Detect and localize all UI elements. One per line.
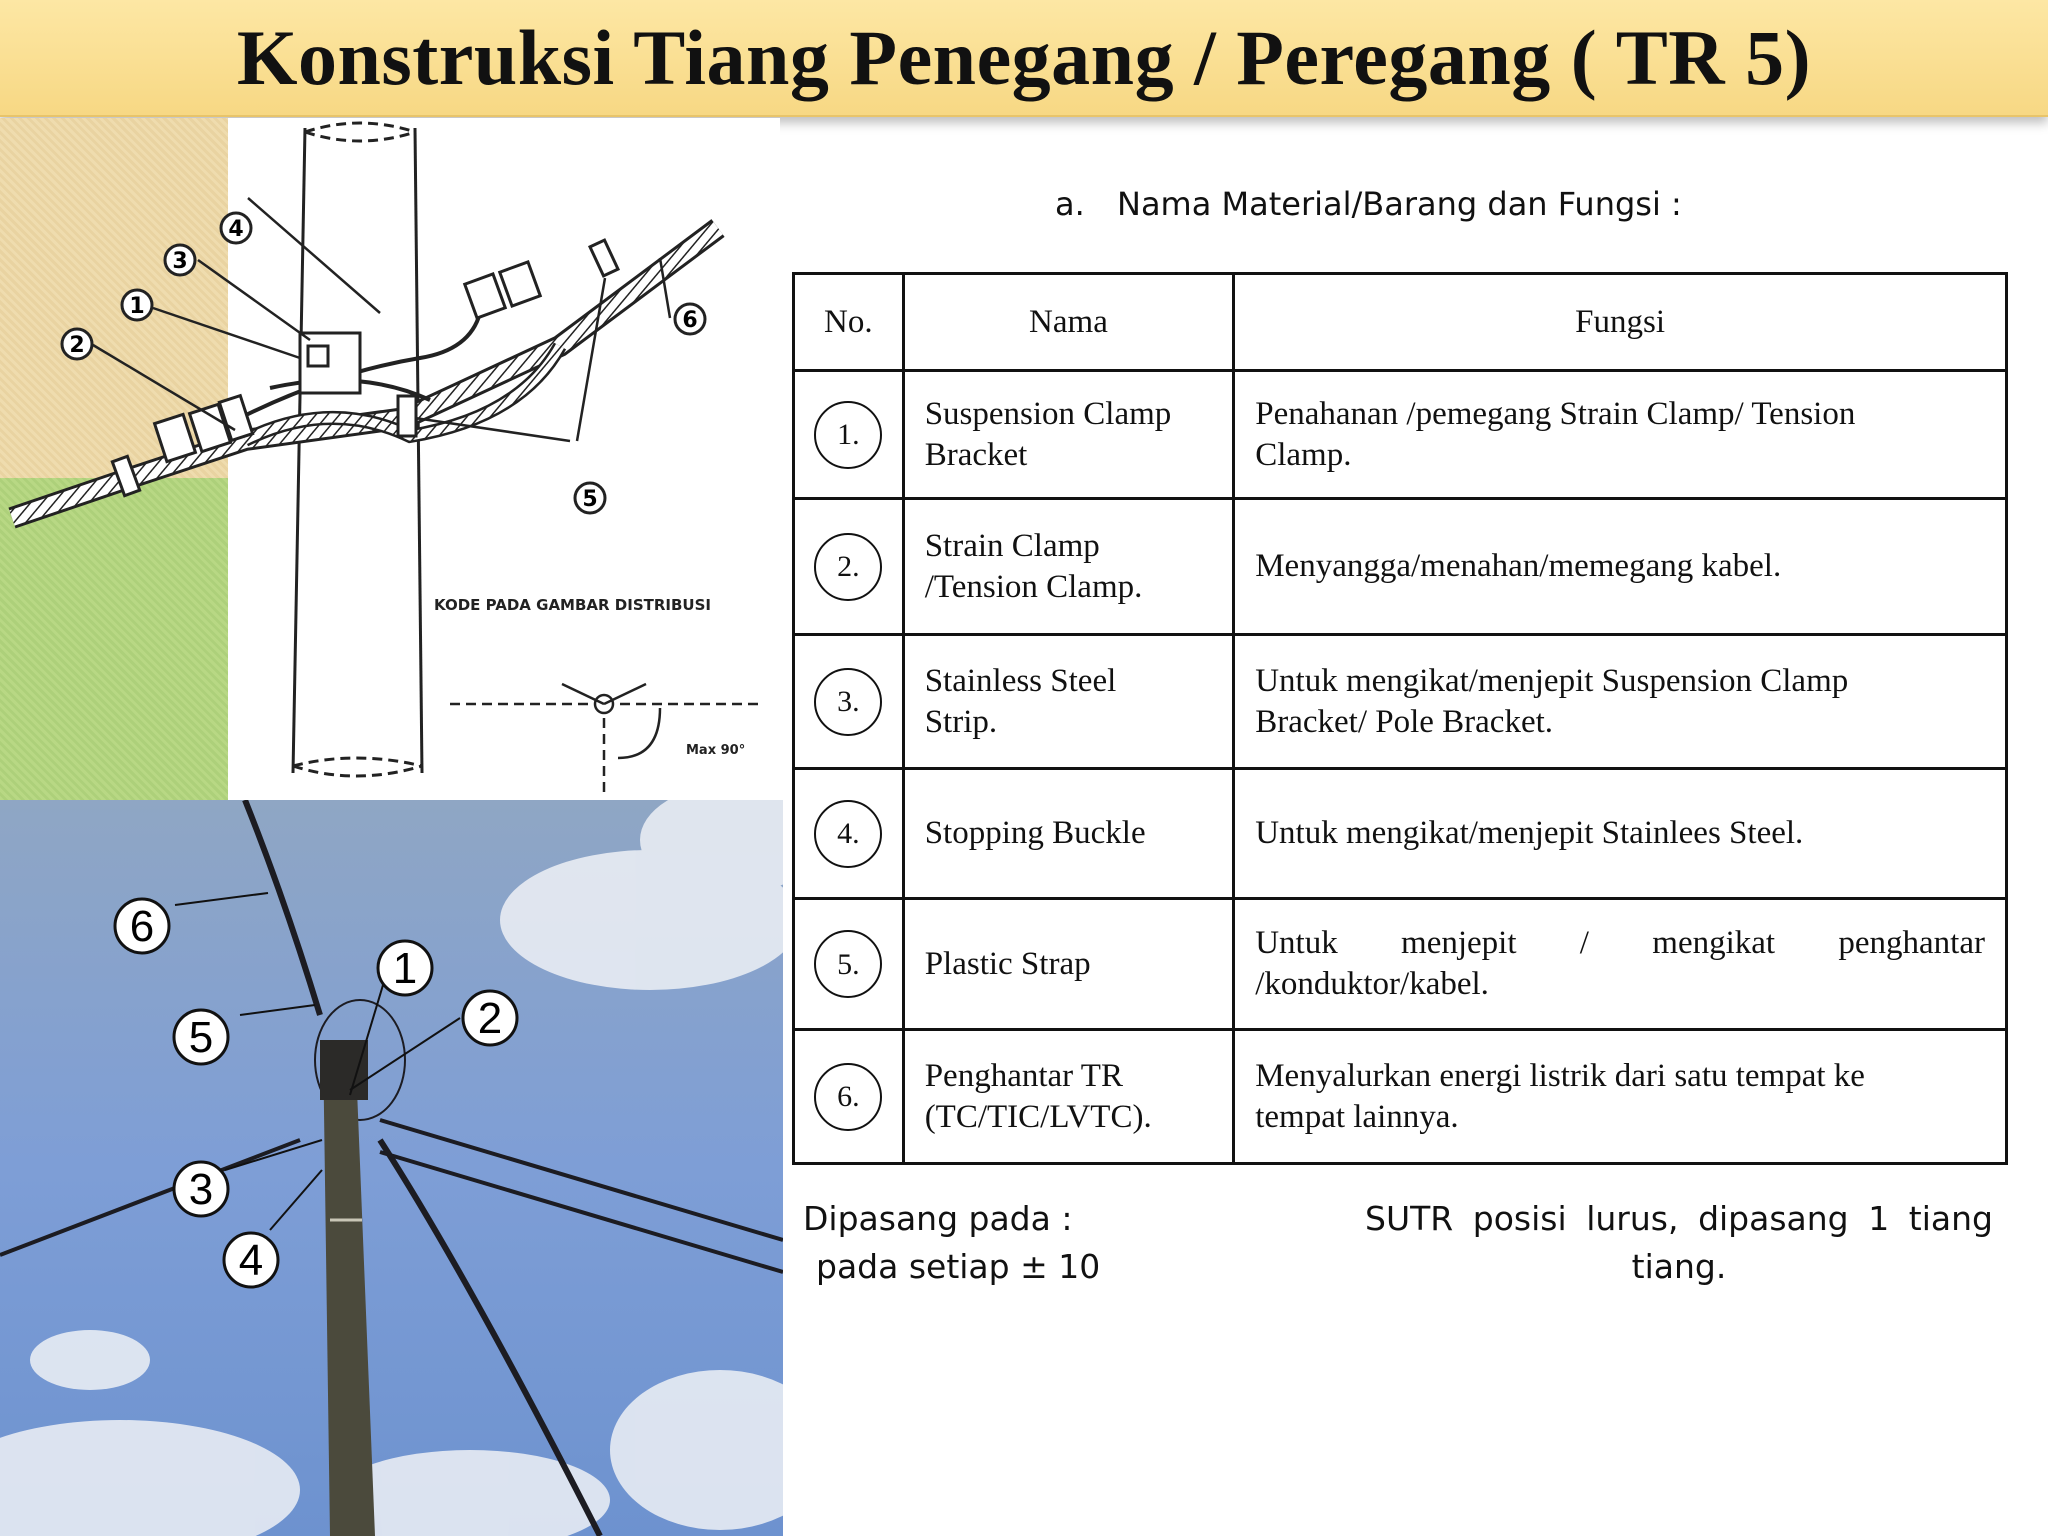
- material-function-cell: [1234, 499, 2007, 635]
- photo-callout-3: [174, 1162, 228, 1216]
- material-name-line1: Strain Clamp: [924, 527, 1100, 564]
- diagram-callout-3: [165, 245, 195, 275]
- row-number-cell: [794, 635, 904, 769]
- diagram-callout-5: [575, 483, 605, 513]
- diagram-callout-2: [62, 329, 92, 359]
- installation-interval: pada setiap ± 10: [816, 1247, 1101, 1286]
- table-row: [794, 499, 2007, 635]
- svg-text:4: 4: [228, 217, 244, 242]
- angle-label: Max 90°: [686, 743, 746, 758]
- svg-text:2: 2: [69, 333, 85, 358]
- material-name-cell: [903, 635, 1234, 769]
- section-heading: [1055, 185, 1682, 223]
- svg-text:3: 3: [188, 1165, 214, 1214]
- row-number-cell: [794, 899, 904, 1030]
- material-function-line2: Bracket/ Pole Bracket.: [1255, 703, 1554, 740]
- material-table: [792, 272, 2008, 1165]
- header-fungsi: Fungsi: [1234, 274, 2007, 371]
- material-function-line1: Menyangga/menahan/memegang kabel.: [1255, 548, 1782, 584]
- pole-photo: [0, 800, 783, 1536]
- material-name-line2: /Tension Clamp.: [924, 568, 1143, 605]
- svg-text:1: 1: [129, 294, 145, 319]
- material-function-line1: Untuk mengikat/menjepit Stainlees Steel.: [1255, 815, 1804, 851]
- photo-callout-6: [115, 899, 169, 953]
- row-number: 4.: [814, 800, 882, 868]
- table-row: [794, 769, 2007, 899]
- svg-text:5: 5: [582, 487, 598, 512]
- material-name-cell: [903, 899, 1234, 1030]
- installation-unit: tiang.: [1631, 1247, 1727, 1286]
- material-function-line1: Untuk menjepit / mengikat penghantar: [1255, 925, 1985, 961]
- material-name-cell: [903, 371, 1234, 499]
- row-number-cell: [794, 499, 904, 635]
- material-function-line2: tempat lainnya.: [1255, 1098, 1459, 1135]
- diagram-callout-6: [675, 304, 705, 334]
- installation-note-right: [1365, 1195, 1993, 1291]
- row-number: 1.: [814, 401, 882, 469]
- material-name-line2: Strip.: [924, 703, 998, 740]
- row-number: 5.: [814, 930, 882, 998]
- installation-position: SUTR posisi lurus, dipasang 1 tiang: [1365, 1199, 1993, 1238]
- photo-callout-1: [378, 941, 432, 995]
- svg-text:6: 6: [682, 308, 698, 333]
- pole-construction-diagram: [0, 118, 780, 800]
- svg-text:6: 6: [129, 902, 155, 951]
- material-function-cell: [1234, 635, 2007, 769]
- svg-text:3: 3: [172, 249, 188, 274]
- material-function-cell: [1234, 1030, 2007, 1164]
- svg-text:1: 1: [392, 944, 418, 993]
- title-banner: [0, 0, 2048, 117]
- material-name-line2: Bracket: [924, 436, 1028, 473]
- material-name-cell: [903, 1030, 1234, 1164]
- material-function-line2: Clamp.: [1255, 436, 1352, 473]
- diagram-callout-1: [122, 290, 152, 320]
- row-number-cell: [794, 1030, 904, 1164]
- diagram-callout-4: [221, 213, 251, 243]
- svg-text:5: 5: [188, 1013, 214, 1062]
- table-row: [794, 635, 2007, 769]
- page-title: Konstruksi Tiang Penegang / Peregang ( TR 5): [236, 13, 1812, 101]
- installation-label: Dipasang pada :: [803, 1199, 1073, 1238]
- material-function-cell: [1234, 371, 2007, 499]
- material-function-cell: [1234, 899, 2007, 1030]
- section-letter: a.: [1055, 185, 1085, 223]
- installation-note-left: [803, 1195, 1100, 1291]
- material-function-cell: [1234, 769, 2007, 899]
- material-name-cell: [903, 499, 1234, 635]
- material-name-line1: Penghantar TR: [924, 1057, 1123, 1094]
- table-row: [794, 1030, 2007, 1164]
- row-number: 2.: [814, 533, 882, 601]
- header-nama: Nama: [903, 274, 1234, 371]
- material-name-line1: Suspension Clamp: [924, 395, 1172, 432]
- material-function-line1: Untuk mengikat/menjepit Suspension Clamp: [1255, 662, 1849, 699]
- material-name-line1: Plastic Strap: [924, 945, 1091, 982]
- material-function-line1: Menyalurkan energi listrik dari satu tempat ke: [1255, 1057, 1865, 1094]
- table-row: [794, 899, 2007, 1030]
- photo-callout-4: [224, 1233, 278, 1287]
- material-name-line2: (TC/TIC/LVTC).: [924, 1098, 1152, 1135]
- svg-text:2: 2: [477, 994, 503, 1043]
- row-number-cell: [794, 769, 904, 899]
- svg-text:4: 4: [238, 1236, 264, 1285]
- diagram-caption: KODE PADA GAMBAR DISTRIBUSI: [434, 596, 711, 614]
- row-number: 3.: [814, 668, 882, 736]
- table-row: [794, 371, 2007, 499]
- header-no: No.: [794, 274, 904, 371]
- row-number: 6.: [814, 1063, 882, 1131]
- material-function-line1: Penahanan /pemegang Strain Clamp/ Tension: [1255, 395, 1856, 432]
- photo-callout-5: [174, 1010, 228, 1064]
- material-name-line1: Stainless Steel: [924, 662, 1117, 699]
- material-function-line2: /konduktor/kabel.: [1255, 966, 1489, 1002]
- material-name-line1: Stopping Buckle: [924, 815, 1146, 851]
- material-name-cell: [903, 769, 1234, 899]
- section-heading-text: Nama Material/Barang dan Fungsi :: [1117, 185, 1682, 223]
- photo-callout-2: [463, 991, 517, 1045]
- table-header-row: [794, 274, 2007, 371]
- row-number-cell: [794, 371, 904, 499]
